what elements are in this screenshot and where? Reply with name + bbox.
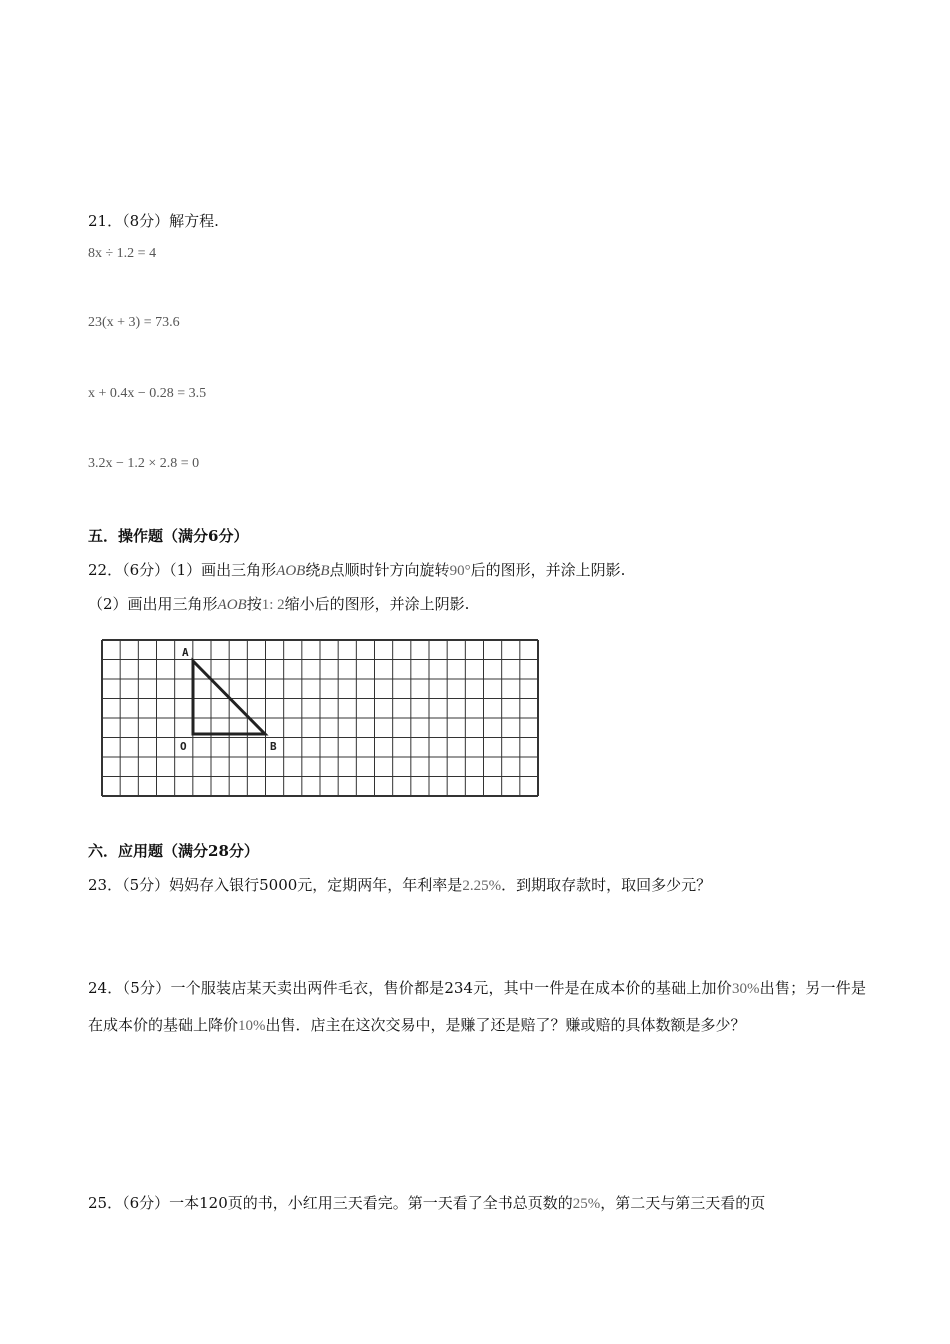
q22-p1-b: 绕 — [305, 561, 321, 579]
q22-p2-m1: AOB — [217, 597, 247, 613]
q22-p1-d: 后的图形，并涂上阴影. — [470, 561, 626, 579]
q24-b: 出售；另一件是在成本价的基础上降价 — [88, 979, 866, 1034]
q22-p1-m2: B — [320, 563, 330, 579]
grid-figure — [98, 636, 542, 800]
q24-c: 出售．店主在这次交易中，是赚了还是赔了？赚或赔的具体数额是多少？ — [265, 1016, 746, 1034]
q22-part2 — [88, 594, 469, 615]
q23-b: ．到期取存款时，取回多少元？ — [501, 876, 712, 894]
grid-lines — [102, 640, 538, 796]
q25-b: ，第二天与第三天看的页 — [600, 1194, 766, 1212]
q22-p2-n1: 1: 2 — [261, 597, 285, 613]
equation-3: x + 0.4x − 0.28 = 3.5 — [88, 386, 207, 401]
q22-p1-c: 点顺时针方向旋转 — [329, 561, 450, 579]
q23 — [88, 875, 711, 896]
q25-n1: 25% — [572, 1196, 601, 1212]
q22-p1-m1: AOB — [276, 563, 306, 579]
equation-1: 8x ÷ 1.2 = 4 — [88, 246, 157, 261]
q22-p1-n1: 90° — [449, 563, 471, 579]
q22-p2-b: 按 — [246, 595, 262, 613]
q24-n2: 10% — [238, 1018, 266, 1034]
label-a: A — [182, 646, 189, 659]
label-b: B — [270, 740, 277, 753]
label-o: O — [180, 740, 187, 753]
q22-p1-a: 22．（6分）（1）画出三角形 — [88, 561, 277, 579]
q22-part1 — [88, 560, 625, 581]
section-6-heading: 六．应用题（满分28分） — [88, 842, 259, 860]
equation-4: 3.2x − 1.2 × 2.8 = 0 — [88, 456, 200, 471]
q25 — [88, 1193, 765, 1214]
section-5-heading: 五．操作题（满分6分） — [88, 527, 249, 545]
q24-n1: 30% — [731, 981, 760, 997]
q23-a: 23．（5分）妈妈存入银行5000元，定期两年，年利率是 — [88, 876, 463, 894]
equation-2: 23(x + 3) = 73.6 — [88, 315, 180, 330]
q24-a: 24．（5分）一个服装店某天卖出两件毛衣，售价都是234元，其中一件是在成本价的基础上加价 — [88, 979, 732, 997]
q23-n1: 2.25% — [462, 878, 502, 894]
q22-p2-c: 缩小后的图形，并涂上阴影. — [284, 595, 470, 613]
q25-a: 25．（6分）一本120页的书，小红用三天看完。第一天看了全书总页数的 — [88, 1194, 573, 1212]
q22-p2-a: （2）画出用三角形 — [88, 595, 218, 613]
q21-title: 21．（8分）解方程. — [88, 212, 219, 230]
q24 — [88, 970, 866, 1044]
